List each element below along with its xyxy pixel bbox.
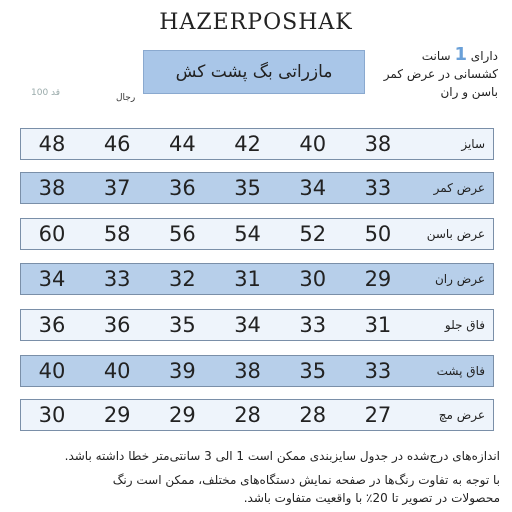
table-row (20, 263, 494, 295)
row-label: عرض باسن (426, 227, 485, 241)
table-cell: 38 (364, 132, 392, 156)
brand-title: HAZERPOSHAK (159, 10, 353, 35)
row-cells (27, 313, 413, 337)
product-title-box (143, 50, 365, 94)
note-unit: سانت (421, 49, 451, 63)
table-cell: 36 (38, 313, 66, 337)
note-text: دارای (470, 49, 498, 63)
table-cell: 44 (169, 132, 196, 156)
table-cell: 42 (234, 132, 261, 156)
product-title: مازراتی بگ پشت کش (175, 62, 333, 82)
row-cells (27, 403, 413, 427)
row-cells (27, 132, 413, 156)
table-cell: 50 (364, 222, 392, 246)
table-cell: 38 (38, 176, 66, 200)
note-number: 1 (454, 44, 467, 65)
table-row (20, 355, 494, 387)
table-cell: 27 (364, 403, 392, 427)
table-cell: 32 (169, 267, 196, 291)
row-cells (27, 222, 413, 246)
table-cell: 40 (38, 359, 66, 383)
row-label: عرض کمر (433, 181, 485, 195)
row-cells (27, 176, 413, 200)
footer-line-3: محصولات در تصویر تا 20٪ با واقعیت متفاوت باشد. (243, 491, 500, 505)
table-cell: 60 (38, 222, 66, 246)
table-cell: 46 (103, 132, 131, 156)
table-cell: 34 (38, 267, 66, 291)
row-cells (27, 359, 413, 383)
table-row (20, 218, 494, 250)
table-cell: 34 (234, 313, 261, 337)
table-cell: 31 (364, 313, 392, 337)
row-label: سایز (461, 137, 485, 151)
table-cell: 37 (103, 176, 131, 200)
table-cell: 58 (103, 222, 131, 246)
table-row (20, 399, 494, 431)
table-cell: 48 (38, 132, 66, 156)
height-label: قد 100 (31, 88, 61, 98)
stretch-note (358, 46, 498, 101)
table-row (20, 309, 494, 341)
table-cell: 29 (364, 267, 392, 291)
table-cell: 35 (234, 176, 261, 200)
gender-label: رجال (116, 93, 136, 103)
table-cell: 36 (103, 313, 131, 337)
table-cell: 31 (234, 267, 261, 291)
table-cell: 33 (103, 267, 131, 291)
table-cell: 33 (364, 359, 392, 383)
footer-line-2: با توجه به تفاوت رنگ‌ها در صفحه نمایش دستگاه‌های مختلف، ممکن است رنگ (112, 473, 500, 487)
table-cell: 35 (169, 313, 196, 337)
table-cell: 52 (299, 222, 327, 246)
table-cell: 29 (103, 403, 131, 427)
table-cell: 29 (169, 403, 196, 427)
note-line-1 (358, 46, 498, 65)
table-row (20, 172, 494, 204)
table-cell: 38 (234, 359, 261, 383)
table-cell: 54 (234, 222, 261, 246)
row-label: عرض مچ (438, 408, 485, 422)
table-cell: 28 (234, 403, 261, 427)
row-label: فاق جلو (444, 318, 485, 332)
table-cell: 28 (299, 403, 327, 427)
table-cell: 40 (103, 359, 131, 383)
table-cell: 33 (299, 313, 327, 337)
table-cell: 36 (169, 176, 196, 200)
table-cell: 30 (299, 267, 327, 291)
note-line-3: باسن و ران (440, 85, 498, 99)
table-cell: 34 (299, 176, 327, 200)
table-cell: 56 (169, 222, 196, 246)
row-cells (27, 267, 413, 291)
footer-line-1: اندازه‌های درج‌شده در جدول سایزبندی ممکن است 1 الی 3 سانتی‌متر خطا داشته باشد. (64, 449, 500, 463)
note-line-2: کشسانی در عرض کمر (383, 67, 498, 81)
row-label: عرض ران (434, 272, 485, 286)
table-cell: 35 (299, 359, 327, 383)
table-cell: 33 (364, 176, 392, 200)
table-cell: 30 (38, 403, 66, 427)
table-cell: 39 (169, 359, 196, 383)
table-cell: 40 (299, 132, 327, 156)
row-label: فاق پشت (436, 364, 485, 378)
table-row (20, 128, 494, 160)
